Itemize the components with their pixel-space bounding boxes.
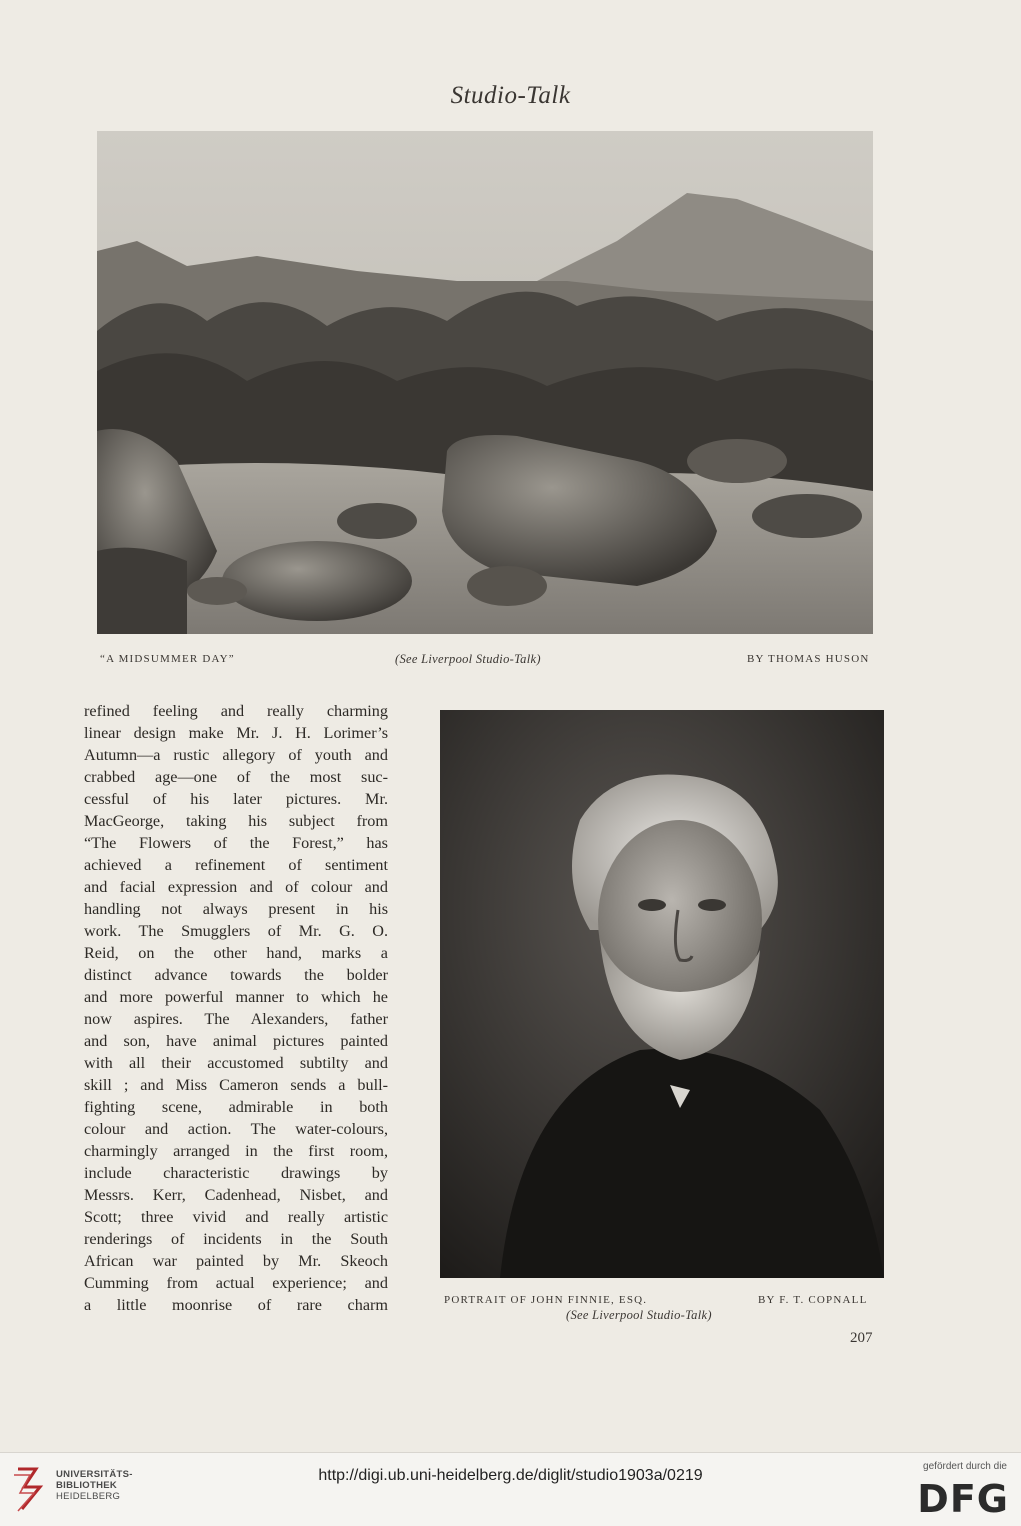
text-line: handling not always present in his <box>84 900 388 918</box>
text-line: work. The Smugglers of Mr. G. O. <box>84 922 388 940</box>
plate2-reference: (See Liverpool Studio-Talk) <box>566 1308 712 1322</box>
text-line: achieved a refinement of sentiment <box>84 856 388 874</box>
text-line: Messrs. Kerr, Cadenhead, Nisbet, and <box>84 1186 388 1204</box>
text-line: MacGeorge, taking his subject from <box>84 812 388 830</box>
permalink-url[interactable]: http://digi.ub.uni-heidelberg.de/diglit/studio1903a/0219 <box>318 1467 703 1484</box>
text-line: with all their accustomed subtilty and <box>84 1054 388 1072</box>
text-line: fighting scene, admirable in both <box>84 1098 388 1116</box>
text-line: a little moonrise of rare charm <box>84 1296 388 1314</box>
running-head: Studio-Talk <box>450 82 571 109</box>
text-line: Reid, on the other hand, marks a <box>84 944 388 962</box>
plate2-artist: BY F. T. COPNALL <box>758 1294 868 1306</box>
text-line: renderings of incidents in the South <box>84 1230 388 1248</box>
text-line: and facial expression and of colour and <box>84 878 388 896</box>
text-line: distinct advance towards the bolder <box>84 966 388 984</box>
text-line: colour and action. The water-colours, <box>84 1120 388 1138</box>
text-line: now aspires. The Alexanders, father <box>84 1010 388 1028</box>
text-line: Autumn—a rustic allegory of youth and <box>84 746 388 764</box>
plate2-title: PORTRAIT OF JOHN FINNIE, ESQ. <box>444 1294 648 1306</box>
text-line: “The Flowers of the Forest,” has <box>84 834 388 852</box>
digital-library-footer <box>0 1452 1021 1526</box>
text-line: include characteristic drawings by <box>84 1164 388 1182</box>
text-line: cessful of his later pictures. Mr. <box>84 790 388 808</box>
page-number: 207 <box>850 1330 873 1346</box>
funded-by-label: gefördert durch die <box>923 1461 1007 1472</box>
plate1-reference: (See Liverpool Studio-Talk) <box>395 652 541 666</box>
text-line: crabbed age—one of the most suc- <box>84 768 388 786</box>
institution-line1: UNIVERSITÄTS- <box>56 1469 133 1480</box>
text-line: and son, have animal pictures painted <box>84 1032 388 1050</box>
text-line: Cumming from actual experience; and <box>84 1274 388 1292</box>
text-line: African war painted by Mr. Skeoch <box>84 1252 388 1270</box>
institution-line2: BIBLIOTHEK <box>56 1480 118 1491</box>
dfg-logo[interactable]: DFG <box>917 1477 1009 1521</box>
landscape-plate-image <box>97 131 873 634</box>
plate1-artist: BY THOMAS HUSON <box>747 653 870 665</box>
text-line: skill ; and Miss Cameron sends a bull- <box>84 1076 388 1094</box>
institution-city: HEIDELBERG <box>56 1491 121 1502</box>
portrait-plate-image <box>440 710 884 1278</box>
text-line: linear design make Mr. J. H. Lorimer’s <box>84 724 388 742</box>
text-line: Scott; three vivid and really artistic <box>84 1208 388 1226</box>
plate1-title: “A MIDSUMMER DAY” <box>100 653 235 665</box>
article-text-column <box>84 700 388 1316</box>
text-line: and more powerful manner to which he <box>84 988 388 1006</box>
text-line: charmingly arranged in the first room, <box>84 1142 388 1160</box>
text-line: refined feeling and really charming <box>84 702 388 720</box>
